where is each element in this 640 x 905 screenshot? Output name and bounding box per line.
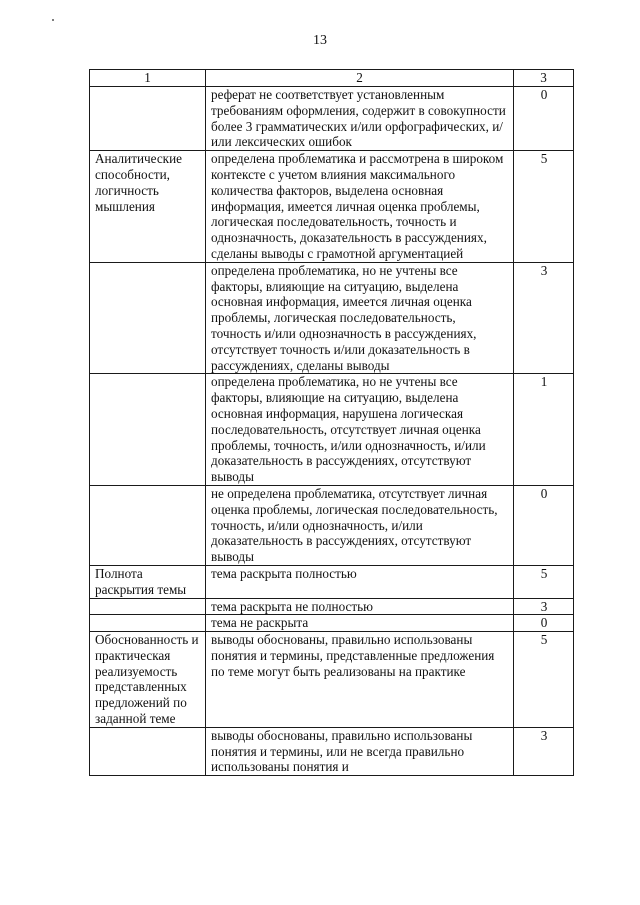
criterion-cell bbox=[90, 262, 206, 374]
table-row bbox=[90, 615, 574, 632]
scan-speck bbox=[52, 19, 54, 21]
score-cell: 0 bbox=[514, 485, 574, 565]
score-cell: 5 bbox=[514, 632, 574, 728]
description-cell: выводы обоснованы, правильно использованы понятия и термины, представленные предложения по теме могут быть реализованы на практике bbox=[206, 632, 514, 728]
criterion-cell bbox=[90, 87, 206, 151]
table-row bbox=[90, 262, 574, 374]
column-header-2: 2 bbox=[206, 70, 514, 87]
description-cell: тема не раскрыта bbox=[206, 615, 514, 632]
score-cell: 1 bbox=[514, 374, 574, 486]
criterion-cell bbox=[90, 615, 206, 632]
criterion-cell: Полнота раскрытия темы bbox=[90, 565, 206, 598]
assessment-criteria-table bbox=[89, 69, 574, 776]
description-cell: определена проблематика, но не учтены все факторы, влияющие на ситуацию, выделена основная информация, имеется личная оценка проблемы, логическая последовательность, точность и/или однозначность в рассуждениях, отсутствует точность и/или доказательность в рассуждениях, сделаны выводы bbox=[206, 262, 514, 374]
criterion-cell bbox=[90, 727, 206, 775]
description-cell: реферат не соответствует установленным требованиям оформления, содержит в совокупности более 3 грамматических и/или орфографических, и/или лексических ошибок bbox=[206, 87, 514, 151]
criterion-cell bbox=[90, 598, 206, 615]
score-cell: 0 bbox=[514, 615, 574, 632]
table-row bbox=[90, 565, 574, 598]
description-cell: определена проблематика и рассмотрена в широком контексте с учетом влияния максимального количества факторов, выделена основная информация, имеется личная оценка проблемы, логическая последовательность, точность и однозначность, доказательность в рассуждениях, сделаны выводы с грамотной аргументацией bbox=[206, 151, 514, 263]
description-cell: тема раскрыта не полностью bbox=[206, 598, 514, 615]
description-cell: не определена проблематика, отсутствует личная оценка проблемы, логическая последовательность, точность, и/или однозначность, и/или доказательность в рассуждениях, отсутствуют выводы bbox=[206, 485, 514, 565]
table-row bbox=[90, 485, 574, 565]
score-cell: 5 bbox=[514, 565, 574, 598]
table-row bbox=[90, 151, 574, 263]
table-row bbox=[90, 374, 574, 486]
description-cell: тема раскрыта полностью bbox=[206, 565, 514, 598]
description-cell: определена проблематика, но не учтены все факторы, влияющие на ситуацию, выделена основная информация, нарушена логическая последовательность, отсутствует личная оценка проблемы, точность, и/или однозначность, и/или доказательность в рассуждениях, отсутствуют выводы bbox=[206, 374, 514, 486]
column-header-1: 1 bbox=[90, 70, 206, 87]
score-cell: 5 bbox=[514, 151, 574, 263]
column-header-3: 3 bbox=[514, 70, 574, 87]
table-row bbox=[90, 727, 574, 775]
score-cell: 3 bbox=[514, 262, 574, 374]
score-cell: 3 bbox=[514, 598, 574, 615]
page-number: 13 bbox=[313, 33, 327, 48]
table-row bbox=[90, 598, 574, 615]
score-cell: 0 bbox=[514, 87, 574, 151]
criterion-cell bbox=[90, 374, 206, 486]
table-row bbox=[90, 632, 574, 728]
description-cell: выводы обоснованы, правильно использованы понятия и термины, или не всегда правильно использованы понятия и bbox=[206, 727, 514, 775]
table-row bbox=[90, 87, 574, 151]
table-header-row bbox=[90, 70, 574, 87]
criterion-cell: Аналитические способности, логичность мышления bbox=[90, 151, 206, 263]
score-cell: 3 bbox=[514, 727, 574, 775]
criterion-cell: Обоснованность и практическая реализуемость представленных предложений по заданной теме bbox=[90, 632, 206, 728]
criterion-cell bbox=[90, 485, 206, 565]
